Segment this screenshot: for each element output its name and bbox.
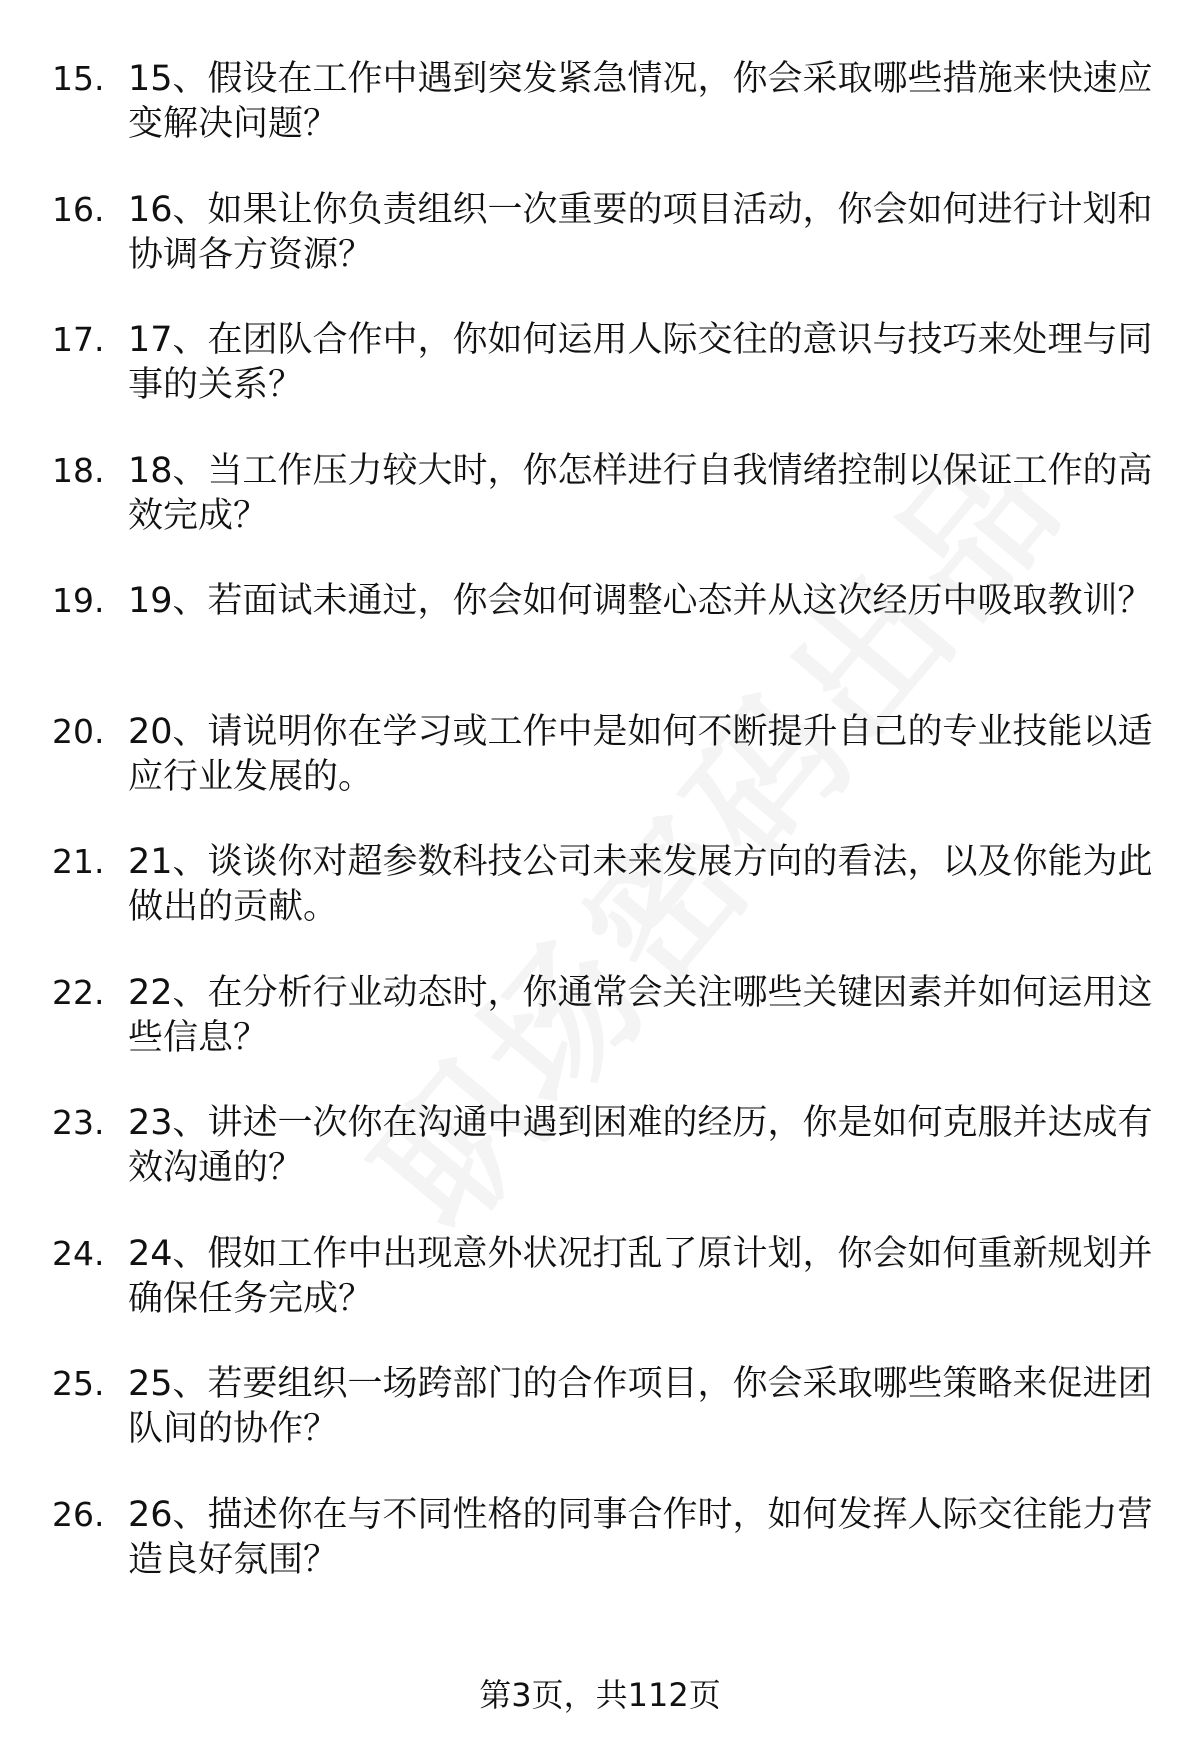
list-item-text: 19、若面试未通过，你会如何调整心态并从这次经历中吸取教训？ bbox=[128, 581, 1153, 621]
list-item bbox=[0, 1101, 1200, 1232]
list-item bbox=[0, 1493, 1200, 1624]
list-item-text: 16、如果让你负责组织一次重要的项目活动，你会如何进行计划和协调各方资源？ bbox=[128, 189, 1153, 275]
list-item bbox=[0, 710, 1200, 841]
list-item-text: 26、描述你在与不同性格的同事合作时，如何发挥人际交往能力营造良好氛围？ bbox=[128, 1494, 1153, 1580]
list-item-text: 17、在团队合作中，你如何运用人际交往的意识与技巧来处理与同事的关系？ bbox=[128, 320, 1153, 405]
list-item-number: 18. bbox=[52, 450, 105, 490]
list-item-text: 20、请说明你在学习或工作中是如何不断提升自己的专业技能以适应行业发展的。 bbox=[128, 711, 1153, 797]
question-list bbox=[0, 57, 1200, 1623]
list-item-text: 23、讲述一次你在沟通中遇到困难的经历，你是如何克服并达成有效沟通的？ bbox=[128, 1103, 1153, 1188]
list-item-text: 18、当工作压力较大时，你怎样进行自我情绪控制以保证工作的高效完成？ bbox=[128, 450, 1153, 536]
list-item-number: 24. bbox=[52, 1233, 105, 1273]
list-item-text: 24、假如工作中出现意外状况打乱了原计划，你会如何重新规划并确保任务完成？ bbox=[128, 1233, 1153, 1319]
list-item-text: 22、在分析行业动态时，你通常会关注哪些关键因素并如何运用这些信息？ bbox=[128, 972, 1153, 1058]
list-item-number: 25. bbox=[52, 1364, 105, 1403]
list-item bbox=[0, 57, 1200, 188]
list-item bbox=[0, 188, 1200, 319]
list-item bbox=[0, 840, 1200, 971]
list-item-number: 19. bbox=[52, 581, 105, 620]
list-item bbox=[0, 1232, 1200, 1363]
list-item-number: 26. bbox=[52, 1494, 105, 1534]
list-item-number: 17. bbox=[52, 320, 105, 359]
list-item bbox=[0, 579, 1200, 710]
list-item-text: 21、谈谈你对超参数科技公司未来发展方向的看法，以及你能为此做出的贡献。 bbox=[128, 842, 1153, 927]
list-item-number: 21. bbox=[52, 842, 105, 881]
list-item-number: 23. bbox=[52, 1103, 105, 1142]
list-item bbox=[0, 318, 1200, 449]
list-item-text: 25、若要组织一场跨部门的合作项目，你会采取哪些策略来促进团队间的协作？ bbox=[128, 1364, 1153, 1449]
list-item-number: 20. bbox=[52, 711, 105, 751]
list-item bbox=[0, 1362, 1200, 1493]
list-item bbox=[0, 971, 1200, 1102]
list-item bbox=[0, 449, 1200, 580]
list-item-number: 15. bbox=[52, 59, 105, 98]
page-footer: 第3页，共112页 bbox=[479, 1676, 721, 1714]
list-item-text: 15、假设在工作中遇到突发紧急情况，你会采取哪些措施来快速应变解决问题？ bbox=[128, 59, 1153, 144]
list-item-number: 16. bbox=[52, 189, 105, 229]
list-item-number: 22. bbox=[52, 972, 105, 1012]
